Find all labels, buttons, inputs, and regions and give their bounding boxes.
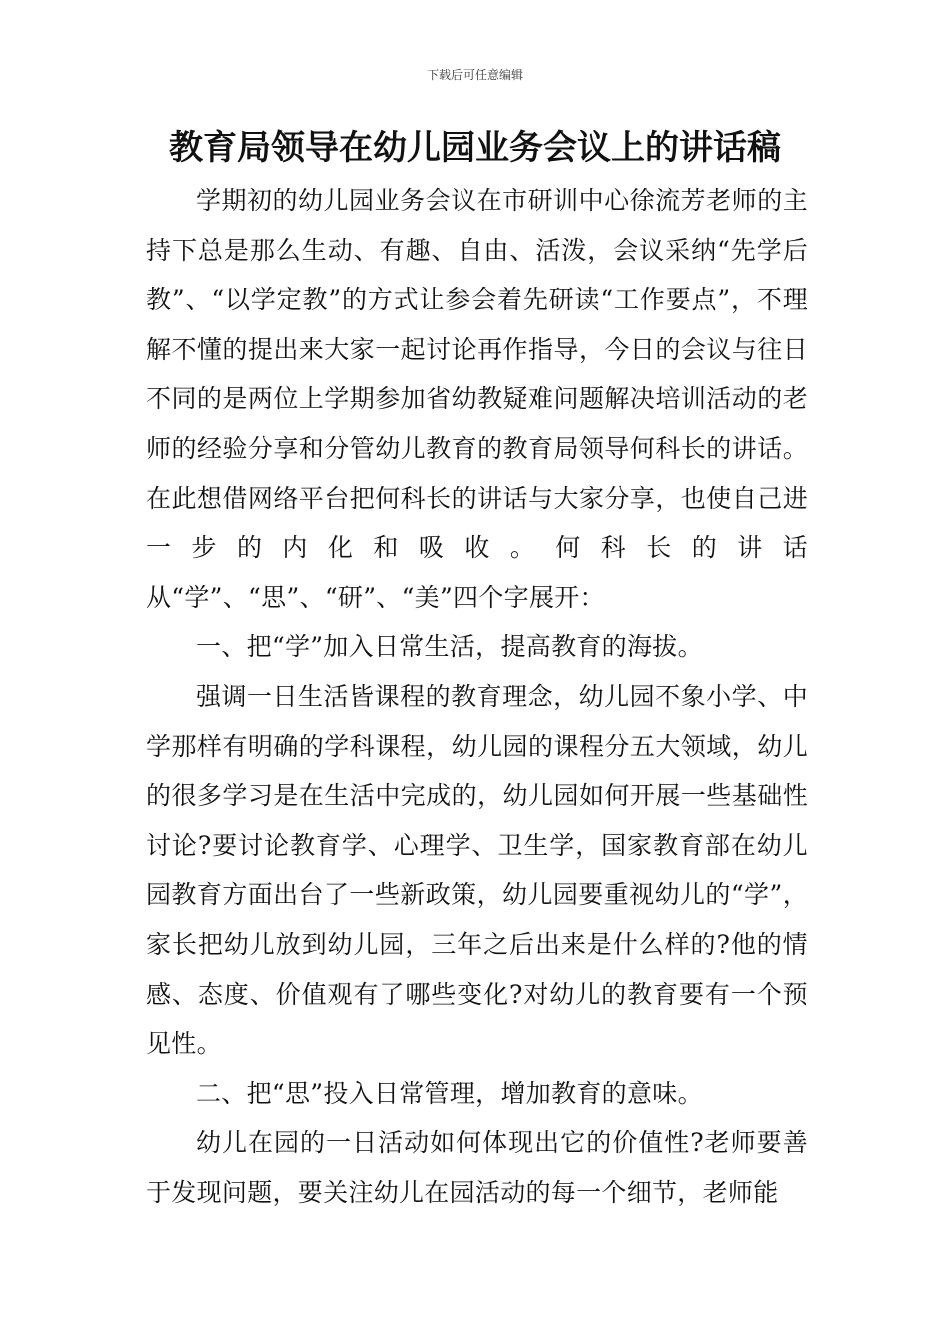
paragraph-heading-learn: 一、把“学”加入日常生活，提高教育的海拔。 — [196, 632, 703, 662]
document-title: 教育局领导在幼儿园业务会议上的讲话稿 — [169, 128, 781, 168]
paragraph-heading-think: 二、把“思”投入日常管理，增加教育的意味。 — [196, 1078, 703, 1108]
document-body — [146, 176, 808, 1217]
paragraph-intro: 学期初的幼儿园业务会议在市研训中心徐流芳老师的主持下总是那么生动、有趣、自由、活泼，会议采纳“先学后教”、“以学定教”的方式让参会着先研读“工作要点”，不理解不懂的提出来大家一起讨论再作指导，今日的会议与往日不同的是两位上学期参加省幼教疑难问题解决培训活动的老师的经验分享和分管幼儿教育的教育局领导何科长的讲话。在此想借网络平台把何科长的讲话与大家分享，也使自己进一步的内化和吸收。何科长的讲话从“学”、“思”、“研”、“美”四个字展开： — [146, 186, 808, 612]
header-note: 下载后可任意编辑 — [426, 68, 523, 82]
paragraph-learn-content: 强调一日生活皆课程的教育理念，幼儿园不象小学、中学那样有明确的学科课程，幼儿园的课程分五大领域，幼儿的很多学习是在生活中完成的，幼儿园如何开展一些基础性讨论?要讨论教育学、心理学、卫生学，国家教育部在幼儿园教育方面出台了一些新政策，幼儿园要重视幼儿的“学”，家长把幼儿放到幼儿园，三年之后出来是什么样的?他的情感、态度、价值观有了哪些变化?对幼儿的教育要有一个预见性。 — [146, 681, 808, 1059]
paragraph-think-content: 幼儿在园的一日活动如何体现出它的价值性?老师要善于发现问题，要关注幼儿在园活动的每一个细节，老师能 — [146, 1128, 808, 1207]
